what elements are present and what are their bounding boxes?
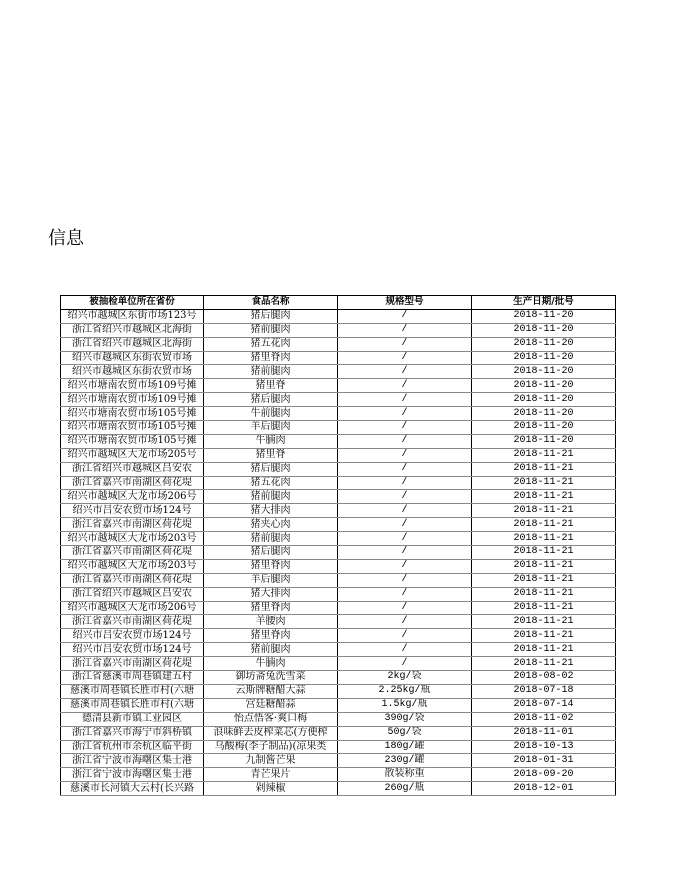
cell-spec: / — [338, 573, 472, 587]
table-row — [61, 684, 616, 698]
table-row — [61, 546, 616, 560]
table-row — [61, 698, 616, 712]
table-row — [61, 337, 616, 351]
cell-food-name: 猪里脊肉 — [204, 351, 338, 365]
cell-province: 绍兴市吕安农贸市场124号 — [61, 504, 204, 518]
cell-food-name: 猪前腿肉 — [204, 532, 338, 546]
cell-spec: / — [338, 643, 472, 657]
table-row — [61, 615, 616, 629]
cell-spec: 散装称重 — [338, 768, 472, 782]
cell-province: 绍兴市越城区大龙市场203号 — [61, 559, 204, 573]
cell-province: 浙江省嘉兴市南湖区荷花堤 — [61, 546, 204, 560]
cell-production-date: 2018-11-21 — [472, 573, 616, 587]
cell-food-name: 猪里脊 — [204, 448, 338, 462]
cell-food-name: 猪里脊 — [204, 379, 338, 393]
cell-spec: / — [338, 629, 472, 643]
table-row — [61, 476, 616, 490]
table-row — [61, 490, 616, 504]
cell-production-date: 2018-11-20 — [472, 407, 616, 421]
cell-spec: / — [338, 365, 472, 379]
cell-production-date: 2018-11-21 — [472, 546, 616, 560]
cell-spec: / — [338, 421, 472, 435]
cell-food-name: 御坊斋兔洗雪菜 — [204, 671, 338, 685]
cell-production-date: 2018-11-20 — [472, 351, 616, 365]
cell-production-date: 2018-11-21 — [472, 657, 616, 671]
cell-province: 绍兴市越城区大龙市场203号 — [61, 532, 204, 546]
cell-province: 绍兴市越城区东街市场123号 — [61, 309, 204, 323]
cell-production-date: 2018-01-31 — [472, 754, 616, 768]
cell-spec: / — [338, 587, 472, 601]
cell-province: 浙江省嘉兴市南湖区荷花堤 — [61, 476, 204, 490]
section-heading-container — [0, 225, 100, 255]
cell-production-date: 2018-11-21 — [472, 490, 616, 504]
cell-province: 绍兴市越城区大龙市场206号 — [61, 601, 204, 615]
table-row — [61, 393, 616, 407]
cell-food-name: 猪大排肉 — [204, 587, 338, 601]
table-row — [61, 309, 616, 323]
cell-food-name: 剁辣椒 — [204, 782, 338, 796]
cell-spec: / — [338, 532, 472, 546]
cell-production-date: 2018-11-21 — [472, 462, 616, 476]
cell-production-date: 2018-11-01 — [472, 726, 616, 740]
table-row — [61, 434, 616, 448]
cell-province: 浙江省嘉兴市南湖区荷花堤 — [61, 657, 204, 671]
table-row — [61, 754, 616, 768]
table-row — [61, 782, 616, 796]
cell-province: 绍兴市塘南农贸市场109号摊 — [61, 393, 204, 407]
table-row — [61, 379, 616, 393]
cell-province: 浙江省绍兴市越城区吕安农 — [61, 462, 204, 476]
cell-province: 浙江省绍兴市越城区北海街 — [61, 323, 204, 337]
cell-food-name: 猪五花肉 — [204, 337, 338, 351]
cell-province: 浙江省嘉兴市南湖区荷花堤 — [61, 615, 204, 629]
cell-food-name: 猪大排肉 — [204, 504, 338, 518]
cell-food-name: 猪后腿肉 — [204, 462, 338, 476]
table-row — [61, 448, 616, 462]
cell-spec: / — [338, 448, 472, 462]
cell-production-date: 2018-11-21 — [472, 587, 616, 601]
cell-province: 德清县新市镇工业园区 — [61, 712, 204, 726]
cell-food-name: 猪后腿肉 — [204, 546, 338, 560]
cell-food-name: 宫廷糖醋蒜 — [204, 698, 338, 712]
cell-spec: / — [338, 323, 472, 337]
cell-province: 绍兴市塘南农贸市场109号摊 — [61, 379, 204, 393]
cell-food-name: 猪前腿肉 — [204, 490, 338, 504]
cell-food-name: 浪味鲜去皮榨菜芯(方便榨 — [204, 726, 338, 740]
cell-production-date: 2018-11-20 — [472, 393, 616, 407]
cell-spec: / — [338, 462, 472, 476]
cell-production-date: 2018-11-21 — [472, 518, 616, 532]
table-row — [61, 573, 616, 587]
table-header-row — [61, 296, 616, 310]
cell-spec: 230g/罐 — [338, 754, 472, 768]
cell-production-date: 2018-07-14 — [472, 698, 616, 712]
cell-food-name: 猪前腿肉 — [204, 323, 338, 337]
cell-production-date: 2018-11-20 — [472, 365, 616, 379]
cell-production-date: 2018-11-21 — [472, 615, 616, 629]
cell-production-date: 2018-11-20 — [472, 434, 616, 448]
table-body — [61, 309, 616, 795]
cell-production-date: 2018-11-21 — [472, 476, 616, 490]
cell-province: 浙江省慈溪市周巷镇建五村 — [61, 671, 204, 685]
table-row — [61, 351, 616, 365]
cell-spec: / — [338, 351, 472, 365]
header-food-name: 食品名称 — [204, 296, 338, 310]
cell-province: 浙江省宁波市海曙区集士港 — [61, 768, 204, 782]
cell-province: 绍兴市吕安农贸市场124号 — [61, 629, 204, 643]
table-row — [61, 726, 616, 740]
cell-food-name: 猪后腿肉 — [204, 393, 338, 407]
cell-production-date: 2018-11-20 — [472, 337, 616, 351]
cell-spec: / — [338, 379, 472, 393]
table-row — [61, 601, 616, 615]
table-row — [61, 532, 616, 546]
cell-food-name: 乌酸梅(李子制品)(凉果类 — [204, 740, 338, 754]
cell-production-date: 2018-08-02 — [472, 671, 616, 685]
table-row — [61, 657, 616, 671]
cell-food-name: 羊后腿肉 — [204, 573, 338, 587]
cell-spec: / — [338, 601, 472, 615]
cell-production-date: 2018-12-01 — [472, 782, 616, 796]
cell-production-date: 2018-11-20 — [472, 323, 616, 337]
table-row — [61, 504, 616, 518]
cell-spec: / — [338, 518, 472, 532]
table-row — [61, 643, 616, 657]
cell-spec: / — [338, 546, 472, 560]
cell-production-date: 2018-11-21 — [472, 448, 616, 462]
cell-food-name: 云斯牌糖醋大蒜 — [204, 684, 338, 698]
table-row — [61, 768, 616, 782]
cell-food-name: 羊腰肉 — [204, 615, 338, 629]
cell-food-name: 青芒果片 — [204, 768, 338, 782]
cell-production-date: 2018-10-13 — [472, 740, 616, 754]
cell-production-date: 2018-11-21 — [472, 504, 616, 518]
cell-province: 浙江省绍兴市越城区吕安农 — [61, 587, 204, 601]
header-production-date: 生产日期/批号 — [472, 296, 616, 310]
cell-province: 绍兴市塘南农贸市场105号摊 — [61, 434, 204, 448]
cell-production-date: 2018-11-21 — [472, 629, 616, 643]
cell-production-date: 2018-11-20 — [472, 421, 616, 435]
table-row — [61, 323, 616, 337]
cell-food-name: 猪前腿肉 — [204, 365, 338, 379]
cell-spec: 180g/罐 — [338, 740, 472, 754]
cell-food-name: 九制酱芒果 — [204, 754, 338, 768]
cell-province: 浙江省嘉兴市南湖区荷花堤 — [61, 573, 204, 587]
table-row — [61, 518, 616, 532]
cell-spec: 390g/袋 — [338, 712, 472, 726]
cell-province: 慈溪市周巷镇长胜市村(六塘 — [61, 698, 204, 712]
cell-province: 慈溪市周巷镇长胜市村(六塘 — [61, 684, 204, 698]
header-province: 被抽检单位所在省份 — [61, 296, 204, 310]
cell-province: 绍兴市越城区大龙市场205号 — [61, 448, 204, 462]
cell-province: 绍兴市越城区东街农贸市场 — [61, 351, 204, 365]
cell-spec: / — [338, 393, 472, 407]
cell-food-name: 猪里脊肉 — [204, 629, 338, 643]
cell-spec: 2kg/袋 — [338, 671, 472, 685]
table-row — [61, 365, 616, 379]
cell-province: 绍兴市越城区东街农贸市场 — [61, 365, 204, 379]
cell-province: 浙江省绍兴市越城区北海街 — [61, 337, 204, 351]
cell-province: 浙江省嘉兴市海宁市斜桥镇 — [61, 726, 204, 740]
cell-province: 浙江省嘉兴市南湖区荷花堤 — [61, 518, 204, 532]
cell-production-date: 2018-11-21 — [472, 643, 616, 657]
cell-food-name: 羊后腿肉 — [204, 421, 338, 435]
cell-spec: / — [338, 559, 472, 573]
cell-spec: / — [338, 337, 472, 351]
cell-food-name: 猪后腿肉 — [204, 309, 338, 323]
cell-spec: / — [338, 434, 472, 448]
cell-production-date: 2018-11-20 — [472, 379, 616, 393]
table-row — [61, 462, 616, 476]
cell-production-date: 2018-09-20 — [472, 768, 616, 782]
cell-production-date: 2018-11-02 — [472, 712, 616, 726]
cell-food-name: 猪里脊肉 — [204, 601, 338, 615]
intro-text-container — [0, 150, 615, 180]
cell-spec: 2.25kg/瓶 — [338, 684, 472, 698]
cell-spec: 50g/袋 — [338, 726, 472, 740]
cell-province: 浙江省宁波市海曙区集士港 — [61, 754, 204, 768]
cell-spec: / — [338, 309, 472, 323]
cell-province: 绍兴市越城区大龙市场206号 — [61, 490, 204, 504]
cell-province: 绍兴市吕安农贸市场124号 — [61, 643, 204, 657]
cell-production-date: 2018-11-21 — [472, 532, 616, 546]
cell-spec: / — [338, 490, 472, 504]
cell-food-name: 猪五花肉 — [204, 476, 338, 490]
cell-spec: 260g/瓶 — [338, 782, 472, 796]
cell-province: 绍兴市塘南农贸市场105号摊 — [61, 407, 204, 421]
inspection-table — [60, 295, 616, 796]
cell-province: 慈溪市长河镇大云村(长兴路 — [61, 782, 204, 796]
cell-food-name: 牛腩肉 — [204, 657, 338, 671]
table-row — [61, 712, 616, 726]
cell-food-name: 猪里脊肉 — [204, 559, 338, 573]
table-row — [61, 671, 616, 685]
cell-food-name: 猪夹心肉 — [204, 518, 338, 532]
cell-production-date: 2018-07-18 — [472, 684, 616, 698]
cell-production-date: 2018-11-21 — [472, 559, 616, 573]
section-heading: 信息 — [48, 228, 84, 249]
header-spec: 规格型号 — [338, 296, 472, 310]
table-row — [61, 421, 616, 435]
cell-spec: / — [338, 407, 472, 421]
cell-spec: / — [338, 476, 472, 490]
cell-spec: / — [338, 504, 472, 518]
table-row — [61, 407, 616, 421]
cell-province: 绍兴市塘南农贸市场105号摊 — [61, 421, 204, 435]
table-row — [61, 559, 616, 573]
cell-food-name: 怡点悟客·爽口梅 — [204, 712, 338, 726]
table-row — [61, 629, 616, 643]
table-row — [61, 587, 616, 601]
table-row — [61, 740, 616, 754]
cell-spec: 1.5kg/瓶 — [338, 698, 472, 712]
cell-food-name: 牛腩肉 — [204, 434, 338, 448]
cell-food-name: 猪前腿肉 — [204, 643, 338, 657]
cell-production-date: 2018-11-20 — [472, 309, 616, 323]
cell-spec: / — [338, 657, 472, 671]
cell-spec: / — [338, 615, 472, 629]
cell-production-date: 2018-11-21 — [472, 601, 616, 615]
cell-province: 浙江省杭州市余杭区临平街 — [61, 740, 204, 754]
cell-food-name: 牛前腿肉 — [204, 407, 338, 421]
